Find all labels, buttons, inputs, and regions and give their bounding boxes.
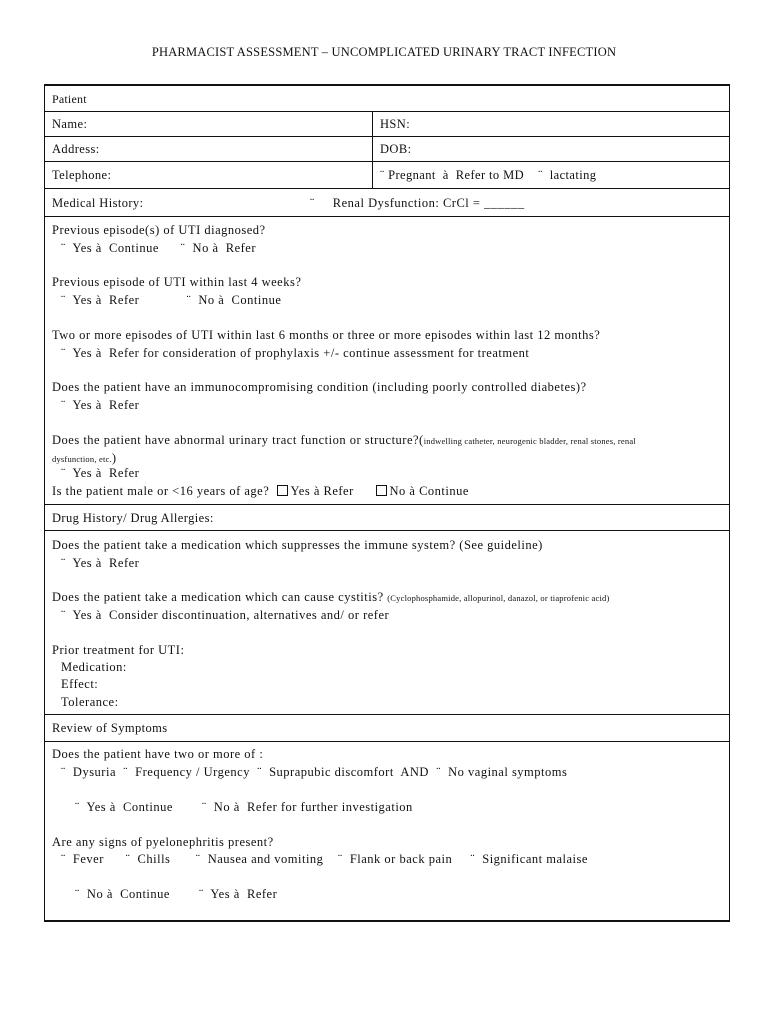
cystitis-medication-text: Does the patient take a medication which can cause cystitis? bbox=[52, 590, 384, 604]
checkbox-no[interactable] bbox=[376, 485, 387, 496]
options-immunocompromised[interactable]: ¨ Yes à Refer bbox=[61, 398, 140, 412]
male-under-16-text: Is the patient male or <16 years of age? bbox=[52, 484, 270, 498]
assessment-form bbox=[44, 84, 730, 922]
abnormal-urinary-tract-examples-cont bbox=[52, 451, 116, 466]
name-row bbox=[45, 112, 729, 137]
abnormal-urinary-tract-examples: indwelling catheter, neurogenic bladder, renal stones, renal bbox=[423, 436, 636, 446]
question-two-or-more: Does the patient have two or more of : bbox=[52, 747, 264, 761]
name-field[interactable]: Name: bbox=[52, 117, 88, 131]
options-previous-uti[interactable]: ¨ Yes à Continue ¨ No à Refer bbox=[61, 241, 257, 255]
hsn-field[interactable]: HSN: bbox=[380, 117, 411, 131]
medical-history-row bbox=[45, 189, 729, 217]
dob-field[interactable]: DOB: bbox=[380, 142, 412, 156]
medication-field[interactable]: Medication: bbox=[61, 660, 127, 674]
options-abnormal-urinary-tract[interactable]: ¨ Yes à Refer bbox=[61, 466, 140, 480]
abnormal-urinary-tract-close: ) bbox=[111, 451, 117, 465]
male-under-16-yes[interactable]: Yes à Refer bbox=[290, 484, 354, 498]
uti-history-section bbox=[45, 217, 729, 505]
column-divider bbox=[372, 162, 373, 188]
symptoms-section bbox=[45, 742, 729, 922]
options-immunosuppressant[interactable]: ¨ Yes à Refer bbox=[61, 556, 140, 570]
drug-history-label: Drug History/ Drug Allergies: bbox=[52, 511, 214, 525]
question-male-under-16 bbox=[52, 484, 469, 499]
column-divider bbox=[372, 112, 373, 136]
abnormal-urinary-tract-examples-2: dysfunction, etc. bbox=[52, 454, 112, 464]
column-divider bbox=[372, 137, 373, 161]
page-title: PHARMACIST ASSESSMENT – UNCOMPLICATED URINARY TRACT INFECTION bbox=[151, 45, 617, 59]
question-uti-4-weeks: Previous episode of UTI within last 4 weeks? bbox=[52, 275, 302, 289]
effect-field[interactable]: Effect: bbox=[61, 677, 99, 691]
drug-section bbox=[45, 531, 729, 715]
question-previous-uti: Previous episode(s) of UTI diagnosed? bbox=[52, 223, 266, 237]
address-row bbox=[45, 137, 729, 162]
abnormal-urinary-tract-text: Does the patient have abnormal urinary tract function or structure?( bbox=[52, 433, 424, 447]
pregnancy-options[interactable]: ¨ Pregnant à Refer to MD ¨ lactating bbox=[380, 168, 597, 182]
symptom-checklist[interactable]: ¨ Dysuria ¨ Frequency / Urgency ¨ Suprapubic discomfort AND ¨ No vaginal symptoms bbox=[61, 765, 568, 779]
question-abnormal-urinary-tract bbox=[52, 433, 636, 448]
question-immunocompromised: Does the patient have an immunocompromising condition (including poorly controlled diabetes)? bbox=[52, 380, 587, 394]
renal-dysfunction-option[interactable]: ¨ Renal Dysfunction: CrCl = ______ bbox=[310, 196, 525, 210]
options-uti-4-weeks[interactable]: ¨ Yes à Refer ¨ No à Continue bbox=[61, 293, 282, 307]
options-two-or-more[interactable]: ¨ Yes à Continue ¨ No à Refer for further investigation bbox=[75, 800, 413, 814]
address-field[interactable]: Address: bbox=[52, 142, 100, 156]
options-pyelonephritis[interactable]: ¨ No à Continue ¨ Yes à Refer bbox=[75, 887, 278, 901]
drug-history-row bbox=[45, 505, 729, 531]
question-cystitis-medication bbox=[52, 590, 610, 605]
tolerance-field[interactable]: Tolerance: bbox=[61, 695, 119, 709]
telephone-field[interactable]: Telephone: bbox=[52, 168, 112, 182]
prior-treatment-label: Prior treatment for UTI: bbox=[52, 643, 185, 657]
medical-history-label: Medical History: bbox=[52, 196, 144, 210]
patient-header: Patient bbox=[52, 92, 87, 106]
question-pyelonephritis: Are any signs of pyelonephritis present? bbox=[52, 835, 274, 849]
male-under-16-no[interactable]: No à Continue bbox=[389, 484, 469, 498]
review-of-symptoms-label: Review of Symptoms bbox=[52, 721, 168, 735]
checkbox-yes[interactable] bbox=[277, 485, 288, 496]
pyelonephritis-checklist[interactable]: ¨ Fever ¨ Chills ¨ Nausea and vomiting ¨ Flank or back pain ¨ Significant malaise bbox=[61, 852, 588, 866]
question-immunosuppressant: Does the patient take a medication which suppresses the immune system? (See guideline) bbox=[52, 538, 543, 552]
question-recurrent-uti: Two or more episodes of UTI within last 6 months or three or more episodes within last 12 months? bbox=[52, 328, 601, 342]
options-cystitis-medication[interactable]: ¨ Yes à Consider discontinuation, alternatives and/ or refer bbox=[61, 608, 390, 622]
options-recurrent-uti[interactable]: ¨ Yes à Refer for consideration of prophylaxis +/- continue assessment for treatment bbox=[61, 346, 530, 360]
patient-header-row bbox=[45, 86, 729, 112]
cystitis-medication-examples: (Cyclophosphamide, allopurinol, danazol, or tiaprofenic acid) bbox=[387, 593, 610, 603]
review-of-symptoms-row bbox=[45, 715, 729, 742]
telephone-row bbox=[45, 162, 729, 189]
